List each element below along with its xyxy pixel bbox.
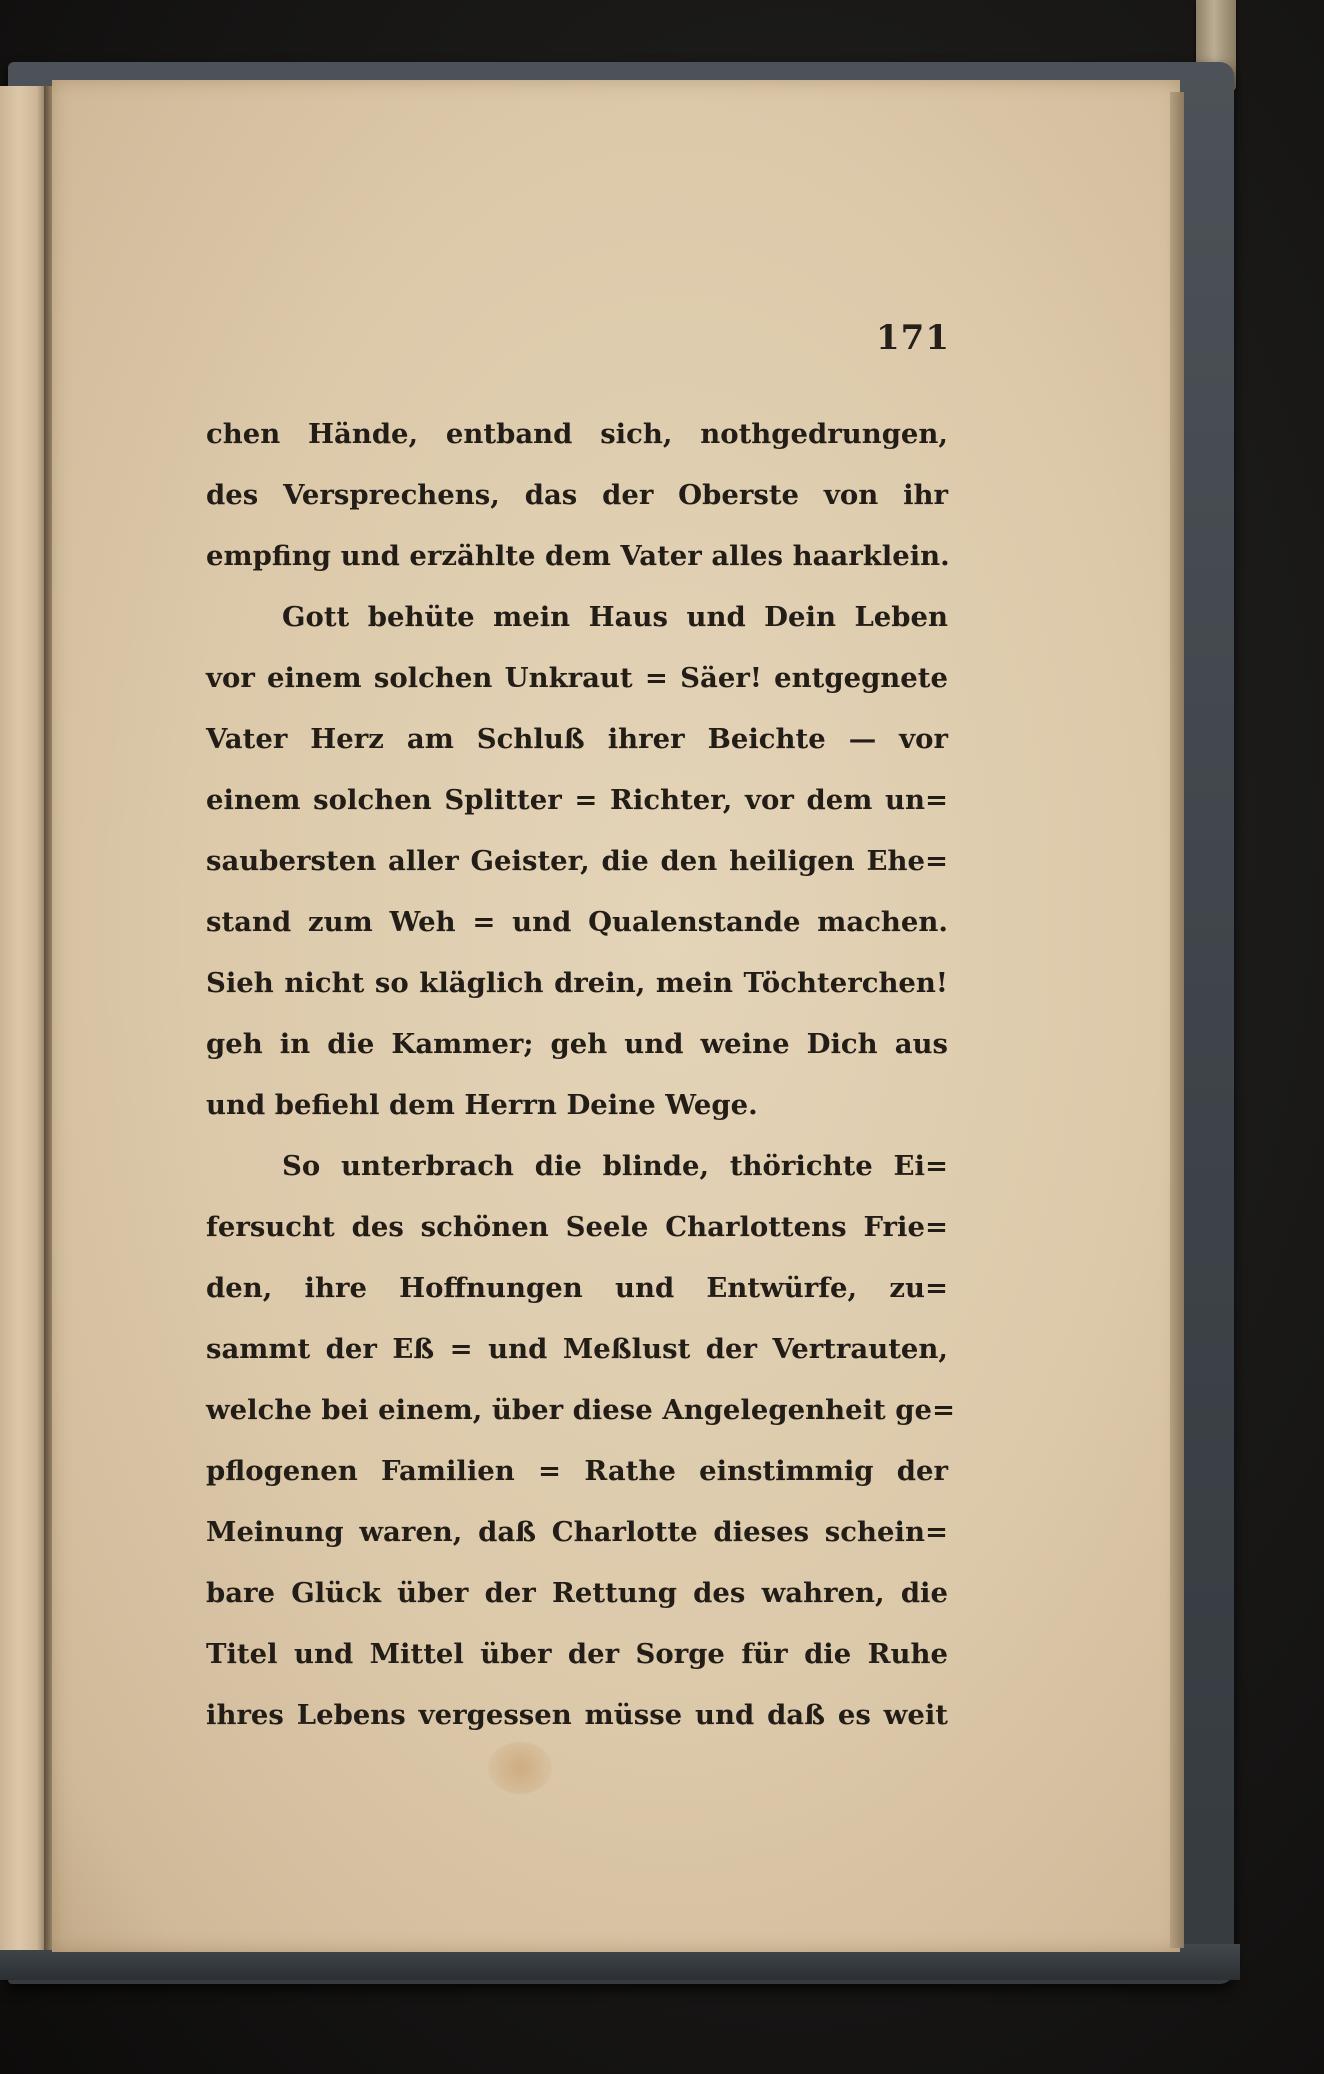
facing-page-edge (0, 86, 46, 1950)
text-line: chen Hände, entband sich, nothgedrungen, (206, 418, 948, 450)
text-line: Gott behüte mein Haus und Dein Leben (282, 601, 948, 633)
text-line: stand zum Weh = und Qualenstande machen. (206, 906, 948, 938)
text-line: welche bei einem, über diese Angelegenheit ge= (206, 1394, 956, 1426)
text-line: Vater Herz am Schluß ihrer Beichte — vor (206, 723, 948, 755)
text-line: vor einem solchen Unkraut = Säer! entgegnete (206, 662, 948, 694)
page-number: 171 (876, 318, 950, 358)
text-line: fersucht des schönen Seele Charlottens Frie= (206, 1211, 948, 1243)
text-line: einem solchen Splitter = Richter, vor dem un= (206, 784, 948, 816)
text-line: ihres Lebens vergessen müsse und daß es weit (206, 1699, 948, 1731)
text-line: und befiehl dem Herrn Deine Wege. (206, 1089, 758, 1121)
text-line: Titel und Mittel über der Sorge für die Ruhe (206, 1638, 948, 1670)
text-line: So unterbrach die blinde, thörichte Ei= (282, 1150, 948, 1182)
page-edge (1170, 92, 1184, 1948)
text-line: bare Glück über der Rettung des wahren, die (206, 1577, 948, 1609)
text-line: sammt der Eß = und Meßlust der Vertrauten, (206, 1333, 948, 1365)
text-line: pflogenen Familien = Rathe einstimmig der (206, 1455, 948, 1487)
text-line: geh in die Kammer; geh und weine Dich aus (206, 1028, 948, 1060)
text-line: saubersten aller Geister, die den heiligen Ehe= (206, 845, 948, 877)
page-body-text (206, 404, 956, 1746)
text-line: den, ihre Hoffnungen und Entwürfe, zu= (206, 1272, 948, 1304)
paper-stain (488, 1742, 552, 1794)
text-line: Sieh nicht so kläglich drein, mein Töchterchen! (206, 967, 948, 999)
text-line: des Versprechens, das der Oberste von ihr (206, 479, 948, 511)
text-line: Meinung waren, daß Charlotte dieses schein= (206, 1516, 948, 1548)
text-line: empfing und erzählte dem Vater alles haarklein. (206, 540, 950, 572)
